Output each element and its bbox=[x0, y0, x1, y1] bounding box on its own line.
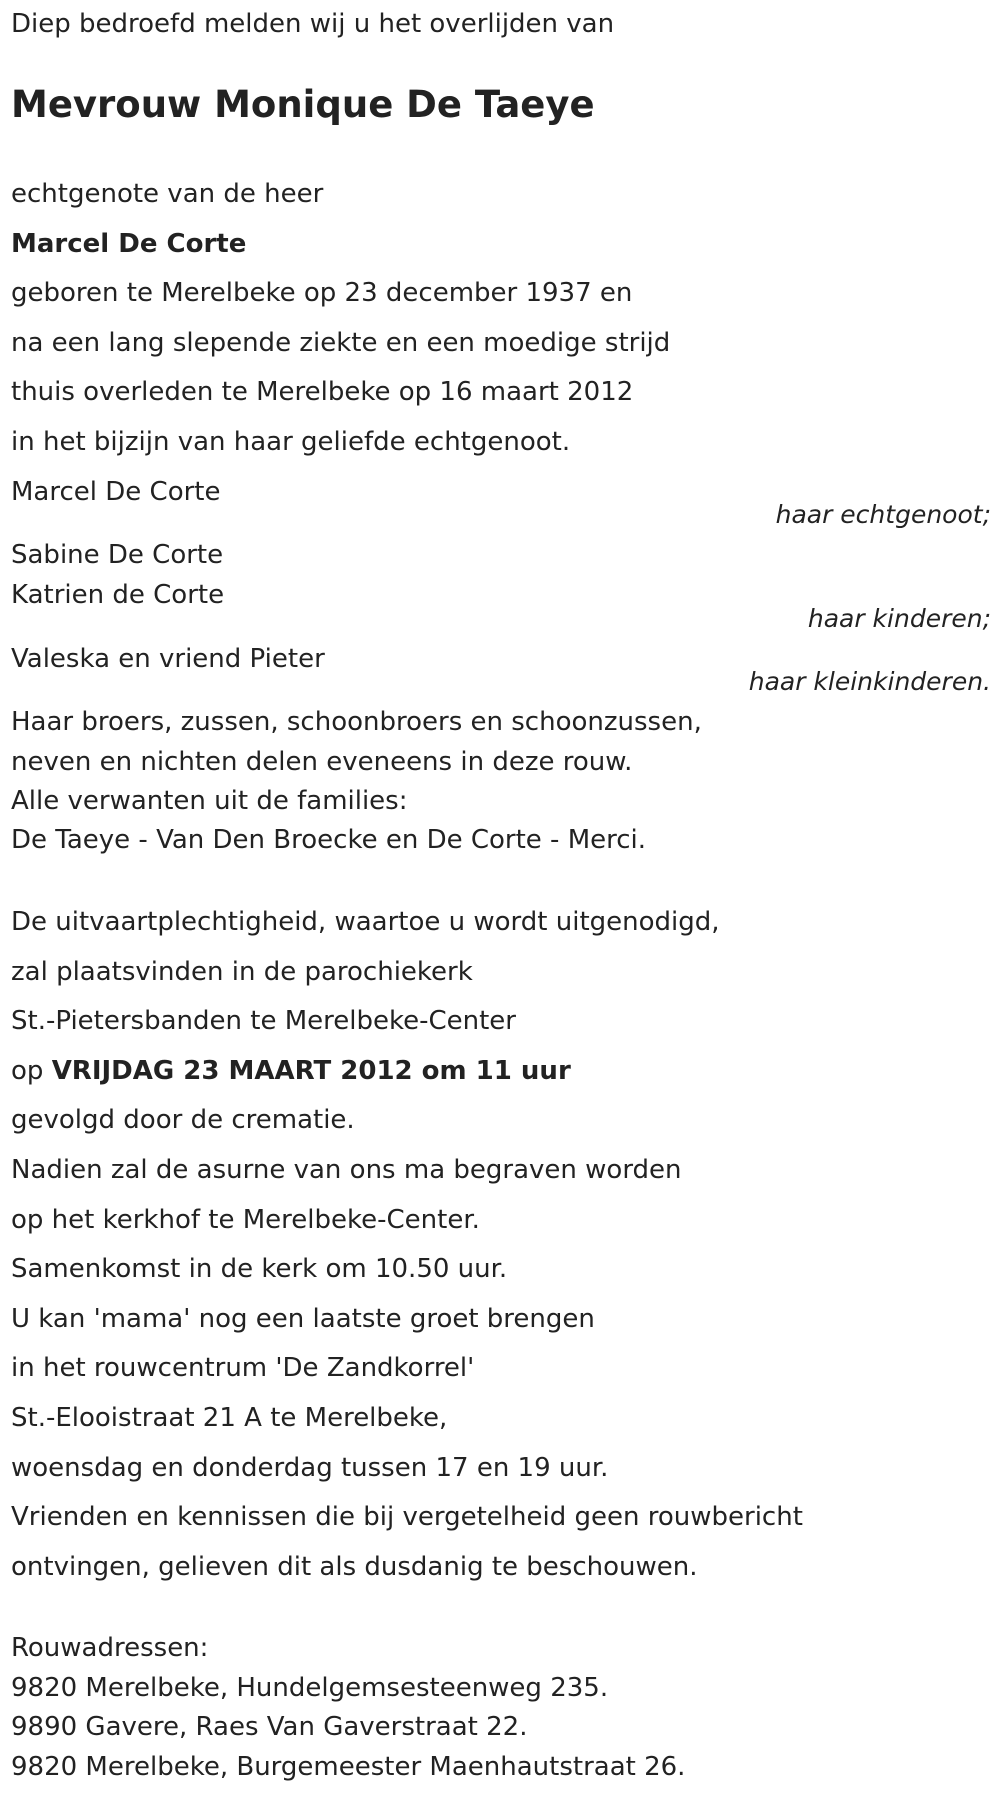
family-grandchildren: Valeska en vriend Pieter bbox=[11, 644, 325, 674]
intro-text: Diep bedroefd melden wij u het overlijden van bbox=[11, 9, 615, 39]
spouse-name: Marcel De Corte bbox=[11, 229, 247, 259]
ceremony-line: St.-Elooistraat 21 A te Merelbeke, bbox=[11, 1403, 448, 1433]
ceremony-date-prefix: op bbox=[11, 1056, 52, 1086]
ceremony-date: VRIJDAG 23 MAART 2012 om 11 uur bbox=[51, 1056, 571, 1086]
ceremony-date-line bbox=[11, 1055, 571, 1087]
relatives-line: neven en nichten delen eveneens in deze rouw. bbox=[11, 747, 633, 777]
addresses-heading: Rouwadressen: bbox=[11, 1633, 209, 1663]
ceremony-line: Vrienden en kennissen die bij vergetelheid geen rouwbericht bbox=[11, 1502, 803, 1532]
spouse-intro: echtgenote van de heer bbox=[11, 179, 324, 209]
deceased-title: Mevrouw Monique De Taeye bbox=[11, 83, 595, 126]
ceremony-line: gevolgd door de crematie. bbox=[11, 1105, 355, 1135]
bio-line: in het bijzijn van haar geliefde echtgenoot. bbox=[11, 427, 571, 457]
family-child: Sabine De Corte bbox=[11, 540, 224, 570]
ceremony-line: ontvingen, gelieven dit als dusdanig te beschouwen. bbox=[11, 1552, 698, 1582]
ceremony-line: St.-Pietersbanden te Merelbeke-Center bbox=[11, 1006, 516, 1036]
relatives-line: De Taeye - Van Den Broecke en De Corte - Merci. bbox=[11, 825, 647, 855]
ceremony-line: woensdag en donderdag tussen 17 en 19 uur. bbox=[11, 1453, 609, 1483]
address-line: 9890 Gavere, Raes Van Gaverstraat 22. bbox=[11, 1712, 528, 1742]
ceremony-line: Samenkomst in de kerk om 10.50 uur. bbox=[11, 1254, 508, 1284]
ceremony-line: U kan 'mama' nog een laatste groet brengen bbox=[11, 1304, 595, 1334]
relatives-line: Alle verwanten uit de families: bbox=[11, 786, 408, 816]
ceremony-line: zal plaatsvinden in de parochiekerk bbox=[11, 957, 473, 987]
address-line: 9820 Merelbeke, Burgemeester Maenhautstraat 26. bbox=[11, 1752, 686, 1782]
ceremony-line: Nadien zal de asurne van ons ma begraven worden bbox=[11, 1155, 682, 1185]
family-child: Katrien de Corte bbox=[11, 580, 225, 610]
ceremony-line: in het rouwcentrum 'De Zandkorrel' bbox=[11, 1353, 475, 1383]
family-children-role: haar kinderen; bbox=[807, 604, 991, 633]
address-line: 9820 Merelbeke, Hundelgemsesteenweg 235. bbox=[11, 1673, 609, 1703]
ceremony-line: op het kerkhof te Merelbeke-Center. bbox=[11, 1205, 480, 1235]
bio-line: geboren te Merelbeke op 23 december 1937 en bbox=[11, 278, 633, 308]
family-spouse-role: haar echtgenoot; bbox=[775, 500, 991, 529]
relatives-line: Haar broers, zussen, schoonbroers en schoonzussen, bbox=[11, 707, 702, 737]
bio-line: thuis overleden te Merelbeke op 16 maart 2012 bbox=[11, 377, 634, 407]
ceremony-line: De uitvaartplechtigheid, waartoe u wordt uitgenodigd, bbox=[11, 907, 720, 937]
family-grandchildren-role: haar kleinkinderen. bbox=[748, 667, 991, 696]
family-spouse: Marcel De Corte bbox=[11, 477, 221, 507]
bio-line: na een lang slepende ziekte en een moedige strijd bbox=[11, 328, 671, 358]
